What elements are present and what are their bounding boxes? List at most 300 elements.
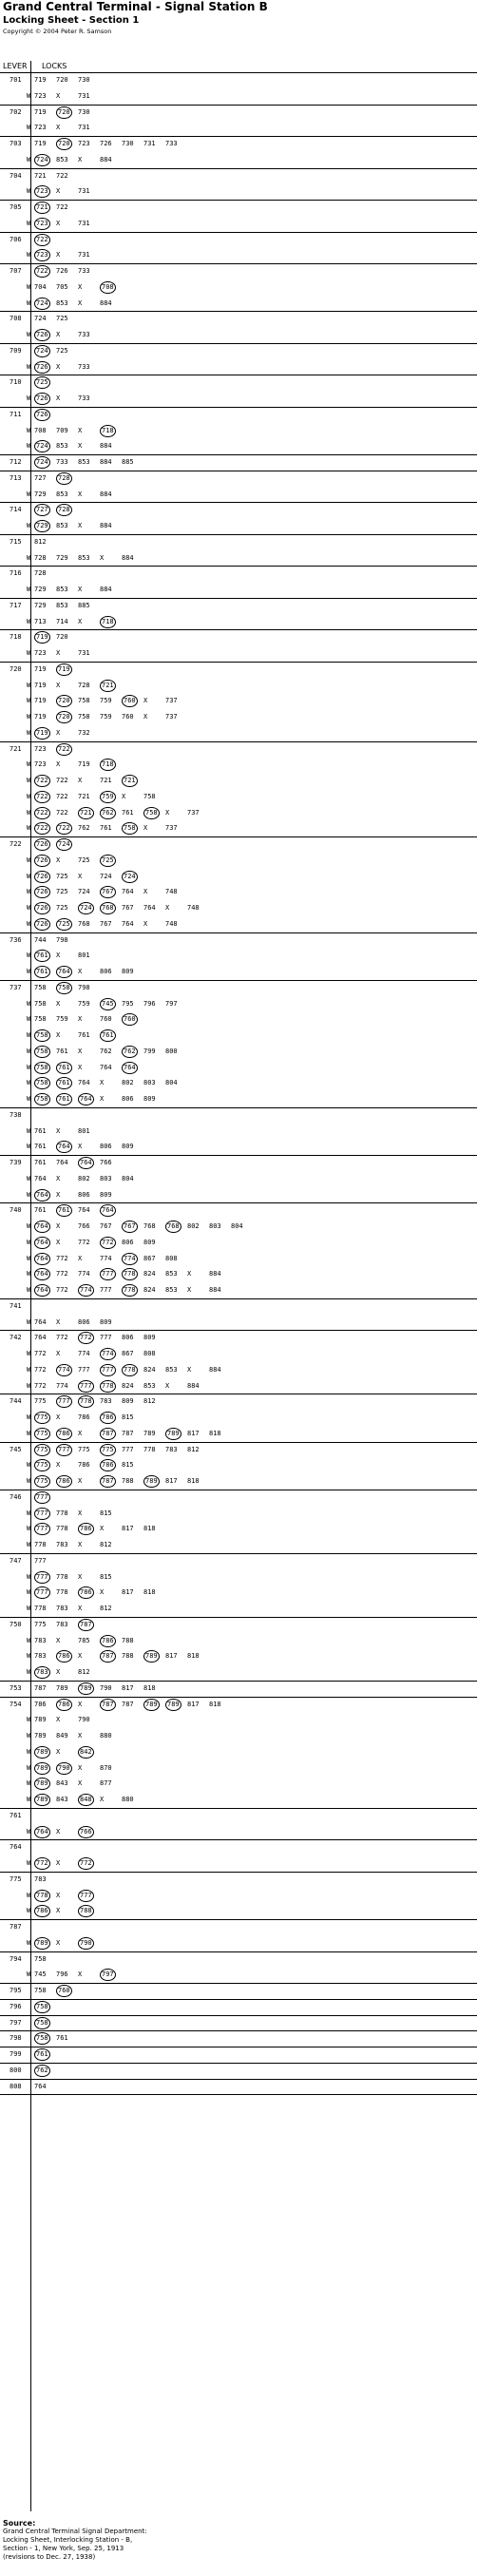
circled-lock: 708 — [100, 281, 116, 294]
circled-lock: 724 — [34, 345, 50, 357]
lever-number: 722 — [10, 840, 22, 848]
circled-lock: 775 — [100, 1444, 116, 1456]
circled-lock: 786 — [100, 1412, 116, 1424]
lock-number: 723 — [34, 760, 47, 769]
w-marker: W — [27, 1541, 31, 1548]
circled-lock: 726 — [34, 361, 50, 374]
lock-separator: X — [100, 1588, 105, 1597]
circled-lock: 764 — [34, 1189, 50, 1201]
lock-number: 767 — [100, 1222, 112, 1230]
circled-lock: 786 — [56, 1428, 72, 1440]
lock-number: 778 — [143, 1445, 156, 1453]
circled-lock: 762 — [122, 1046, 138, 1058]
lock-separator: X — [56, 1716, 61, 1724]
table-row — [0, 233, 477, 249]
lock-number: 778 — [56, 1588, 68, 1597]
w-marker: W — [27, 219, 31, 227]
lock-separator: X — [78, 1509, 83, 1517]
circled-lock: 762 — [34, 2065, 50, 2077]
lock-number: 789 — [56, 1683, 68, 1692]
table-row — [0, 965, 477, 981]
lever-number: 742 — [10, 1334, 22, 1342]
circled-lock: 725 — [100, 855, 116, 867]
circled-lock: 723 — [34, 249, 50, 261]
table-row — [0, 1682, 477, 1698]
circled-lock: 758 — [34, 1093, 50, 1105]
w-marker: W — [27, 1095, 31, 1103]
lock-number: 806 — [100, 968, 112, 975]
lock-number: 758 — [34, 983, 47, 991]
circled-lock: 787 — [100, 1699, 116, 1711]
lock-number: 884 — [209, 1365, 221, 1374]
lock-number: 775 — [34, 1397, 47, 1406]
table-row — [0, 646, 477, 663]
table-row — [0, 328, 477, 344]
circled-lock: 721 — [122, 775, 138, 787]
lock-number: 774 — [100, 1254, 112, 1262]
lock-separator: X — [56, 1636, 61, 1644]
lock-number: 806 — [122, 1238, 134, 1246]
lever-number: 707 — [10, 267, 22, 275]
table-row — [0, 1856, 477, 1873]
table-row — [0, 981, 477, 997]
lever-number: 703 — [10, 140, 22, 147]
lock-separator: X — [56, 331, 61, 338]
lock-number: 867 — [143, 1254, 156, 1262]
w-marker: W — [27, 1970, 31, 1979]
lock-separator: X — [165, 904, 170, 912]
circled-lock: 768 — [100, 902, 116, 914]
circled-lock: 789 — [78, 1682, 94, 1695]
w-marker: W — [27, 1381, 31, 1390]
circled-lock: 789 — [165, 1428, 181, 1440]
lock-number: 786 — [78, 1461, 90, 1470]
lock-separator: X — [100, 1095, 105, 1103]
lock-separator: X — [187, 1270, 192, 1278]
lock-number: 806 — [78, 1190, 90, 1199]
circled-lock: 789 — [34, 1778, 50, 1790]
lock-number: 724 — [78, 888, 90, 896]
lock-number: 812 — [143, 1397, 156, 1406]
table-row — [0, 821, 477, 837]
circled-lock: 758 — [34, 1046, 50, 1058]
lock-number: 853 — [165, 1270, 178, 1278]
lock-number: 884 — [100, 442, 112, 451]
table-row — [0, 758, 477, 774]
lock-number: 795 — [122, 999, 134, 1008]
lock-number: 748 — [165, 888, 178, 896]
lock-number: 729 — [34, 490, 47, 498]
lock-number: 815 — [100, 1572, 112, 1581]
circled-lock: 777 — [100, 1268, 116, 1280]
lock-number: 824 — [143, 1286, 156, 1294]
table-row — [0, 1920, 477, 1936]
table-row — [0, 615, 477, 631]
lock-number: 849 — [56, 1732, 68, 1740]
lock-number: 809 — [143, 1334, 156, 1342]
w-marker: W — [27, 1461, 31, 1470]
circled-lock: 848 — [78, 1794, 94, 1806]
lock-number: 709 — [56, 426, 68, 434]
lock-separator: X — [143, 919, 148, 928]
table-row — [0, 1363, 477, 1379]
circled-lock: 786 — [100, 1635, 116, 1647]
circled-lock: 764 — [56, 966, 72, 978]
w-marker: W — [27, 1429, 31, 1437]
w-marker: W — [27, 1126, 31, 1135]
table-row — [0, 1283, 477, 1299]
lock-number: 802 — [78, 1174, 90, 1182]
table-row — [0, 1252, 477, 1268]
lock-number: 877 — [100, 1779, 112, 1788]
lock-number: 817 — [122, 1588, 134, 1597]
circled-lock: 772 — [100, 1237, 116, 1249]
lever-number: 775 — [10, 1874, 22, 1883]
table-row — [0, 583, 477, 599]
w-marker: W — [27, 1938, 31, 1947]
lock-separator: X — [143, 824, 148, 833]
lock-number: 853 — [165, 1286, 178, 1294]
lock-number: 731 — [78, 124, 90, 132]
circled-lock: 774 — [78, 1284, 94, 1297]
lock-number: 764 — [78, 1206, 90, 1215]
lock-number: 818 — [143, 1683, 156, 1692]
circled-lock: 786 — [100, 1459, 116, 1471]
lever-number: 705 — [10, 203, 22, 211]
lock-separator: X — [56, 1891, 61, 1899]
lever-number: 764 — [10, 1843, 22, 1852]
table-row — [0, 1316, 477, 1332]
lock-number: 808 — [143, 1350, 156, 1357]
circled-lock: 722 — [56, 822, 72, 835]
lock-number: 720 — [56, 633, 68, 642]
lock-number: 721 — [34, 171, 47, 180]
table-row — [0, 1076, 477, 1092]
table-row — [0, 1825, 477, 1841]
page-title: Grand Central Terminal - Signal Station B — [3, 0, 268, 13]
lock-number: 853 — [56, 586, 68, 593]
lock-number: 790 — [100, 1683, 112, 1692]
lock-separator: X — [56, 1413, 61, 1421]
circled-lock: 725 — [56, 918, 72, 931]
circled-lock: 727 — [34, 504, 50, 516]
lever-number: 701 — [10, 76, 22, 84]
table-row — [0, 1618, 477, 1634]
circled-lock: 766 — [78, 1826, 94, 1838]
lock-number: 761 — [100, 824, 112, 833]
lock-number: 721 — [100, 777, 112, 784]
lock-number: 788 — [122, 1636, 134, 1644]
table-row — [0, 1061, 477, 1077]
circled-lock: 768 — [165, 1221, 181, 1233]
circled-lock: 777 — [34, 1491, 50, 1504]
w-marker: W — [27, 1763, 31, 1772]
lock-number: 809 — [122, 1397, 134, 1406]
lock-number: 728 — [34, 569, 47, 578]
lock-number: 808 — [165, 1254, 178, 1262]
lock-number: 884 — [209, 1270, 221, 1278]
lock-number: 705 — [56, 282, 68, 291]
lock-number: 884 — [100, 155, 112, 163]
lever-number: 712 — [10, 458, 22, 466]
lock-separator: X — [56, 1668, 61, 1676]
lock-number: 884 — [122, 553, 134, 562]
circled-lock: 725 — [34, 376, 50, 389]
lock-number: 789 — [143, 1429, 156, 1437]
lock-number: 817 — [187, 1700, 200, 1708]
table-row — [0, 2047, 477, 2064]
lock-number: 745 — [34, 1970, 47, 1979]
circled-lock: 722 — [56, 743, 72, 756]
table-row — [0, 949, 477, 965]
circled-lock: 786 — [56, 1699, 72, 1711]
lever-number: 747 — [10, 1556, 22, 1565]
circled-lock: 797 — [100, 1969, 116, 1981]
circled-lock: 788 — [78, 1905, 94, 1917]
lock-number: 788 — [122, 1477, 134, 1485]
circled-lock: 759 — [100, 791, 116, 803]
table-row — [0, 1028, 477, 1045]
lock-number: 767 — [100, 919, 112, 928]
lock-number: 885 — [122, 458, 134, 466]
lock-number: 768 — [143, 1222, 156, 1230]
lock-number: 843 — [56, 1796, 68, 1803]
w-marker: W — [27, 968, 31, 975]
page-header — [3, 0, 474, 36]
w-marker: W — [27, 713, 31, 721]
lock-separator: X — [78, 872, 83, 880]
circled-lock: 726 — [34, 855, 50, 867]
lock-separator: X — [78, 1143, 83, 1151]
table-row — [0, 1045, 477, 1061]
lock-number: 774 — [78, 1350, 90, 1357]
circled-lock: 721 — [100, 680, 116, 692]
lock-separator: X — [78, 282, 83, 291]
lock-separator: X — [100, 553, 105, 562]
lock-number: 853 — [143, 1381, 156, 1390]
circled-lock: 719 — [34, 727, 50, 740]
lock-number: 713 — [34, 617, 47, 625]
lock-number: 802 — [122, 1079, 134, 1087]
table-row — [0, 153, 477, 169]
lock-number: 728 — [78, 681, 90, 689]
lock-number: 818 — [209, 1429, 221, 1437]
lock-number: 733 — [78, 362, 90, 371]
circled-lock: 726 — [34, 902, 50, 914]
lock-number: 867 — [122, 1350, 134, 1357]
circled-lock: 726 — [34, 409, 50, 421]
w-marker: W — [27, 728, 31, 737]
circled-lock: 722 — [34, 265, 50, 278]
w-marker: W — [27, 919, 31, 928]
circled-lock: 718 — [100, 759, 116, 771]
lock-number: 764 — [34, 1334, 47, 1342]
table-row — [0, 1665, 477, 1682]
lock-separator: X — [165, 808, 170, 817]
circled-lock: 787 — [100, 1428, 116, 1440]
lock-number: 729 — [34, 586, 47, 593]
table-row — [0, 1203, 477, 1220]
lock-number: 719 — [34, 697, 47, 705]
lock-number: 796 — [143, 999, 156, 1008]
lock-number: 815 — [122, 1413, 134, 1421]
lock-number: 778 — [56, 1572, 68, 1581]
table-row — [0, 184, 477, 201]
lock-number: 733 — [56, 458, 68, 466]
table-row — [0, 1649, 477, 1665]
w-marker: W — [27, 1636, 31, 1644]
lock-number: 725 — [56, 315, 68, 323]
lock-number: 764 — [34, 2082, 47, 2090]
circled-lock: 778 — [122, 1284, 138, 1297]
table-row — [0, 264, 477, 280]
circled-lock: 761 — [34, 966, 50, 978]
lever-number: 713 — [10, 473, 22, 482]
lock-separator: X — [56, 1461, 61, 1470]
circled-lock: 758 — [56, 982, 72, 994]
lock-number: 724 — [34, 315, 47, 323]
lock-number: 796 — [56, 1970, 68, 1979]
circled-lock: 764 — [78, 1093, 94, 1105]
lock-number: 775 — [78, 1445, 90, 1453]
w-marker: W — [27, 649, 31, 657]
lock-separator: X — [56, 999, 61, 1008]
table-row — [0, 1904, 477, 1920]
lock-separator: X — [56, 952, 61, 960]
lock-number: 801 — [78, 1126, 90, 1135]
circled-lock: 778 — [34, 1890, 50, 1902]
table-row — [0, 1427, 477, 1443]
lock-number: 778 — [56, 1525, 68, 1533]
lever-number: 799 — [10, 2050, 22, 2058]
lock-number: 719 — [34, 107, 47, 116]
table-row — [0, 1522, 477, 1538]
lock-number: 730 — [78, 107, 90, 116]
lock-separator: X — [56, 1174, 61, 1182]
lock-separator: X — [56, 362, 61, 371]
circled-lock: 726 — [34, 886, 50, 898]
circled-lock: 842 — [78, 1746, 94, 1759]
w-marker: W — [27, 1174, 31, 1182]
source-heading: Source: — [3, 2519, 36, 2528]
circled-lock: 786 — [78, 1523, 94, 1535]
w-marker: W — [27, 760, 31, 769]
lock-number: 809 — [100, 1317, 112, 1326]
lock-number: 783 — [100, 1397, 112, 1406]
table-row — [0, 1443, 477, 1459]
circled-lock: 775 — [34, 1412, 50, 1424]
circled-lock: 777 — [34, 1508, 50, 1520]
circled-lock: 764 — [34, 1826, 50, 1838]
table-row — [0, 1267, 477, 1283]
lock-number: 764 — [78, 1079, 90, 1087]
circled-lock: 764 — [34, 1221, 50, 1233]
circled-lock: 760 — [122, 1013, 138, 1026]
lock-number: 737 — [187, 808, 200, 817]
lock-number: 764 — [34, 1174, 47, 1182]
circled-lock: 764 — [122, 1062, 138, 1074]
circled-lock: 777 — [34, 1523, 50, 1535]
lock-separator: X — [56, 1827, 61, 1836]
lock-number: 870 — [100, 1763, 112, 1772]
lock-number: 803 — [100, 1174, 112, 1182]
w-marker: W — [27, 824, 31, 833]
circled-lock: 745 — [100, 998, 116, 1010]
lock-number: 803 — [209, 1222, 221, 1230]
lock-number: 783 — [34, 1874, 47, 1883]
lock-number: 853 — [56, 155, 68, 163]
w-marker: W — [27, 855, 31, 864]
table-row — [0, 679, 477, 695]
lock-number: 804 — [165, 1079, 178, 1087]
lock-number: 719 — [34, 681, 47, 689]
table-row — [0, 1570, 477, 1586]
lever-number: 715 — [10, 537, 22, 546]
circled-lock: 719 — [56, 663, 72, 676]
w-marker: W — [27, 1317, 31, 1326]
circled-lock: 758 — [34, 1062, 50, 1074]
lock-number: 778 — [34, 1541, 47, 1548]
w-marker: W — [27, 1079, 31, 1087]
lock-separator: X — [56, 760, 61, 769]
lock-number: 778 — [56, 1509, 68, 1517]
circled-lock: 720 — [56, 695, 72, 707]
lock-number: 880 — [122, 1796, 134, 1803]
lever-number: 714 — [10, 506, 22, 514]
lock-separator: X — [100, 1796, 105, 1803]
lever-number: 739 — [10, 1159, 22, 1166]
table-row — [0, 917, 477, 933]
lock-number: 761 — [34, 1159, 47, 1166]
table-row — [0, 1538, 477, 1554]
table-row — [0, 455, 477, 471]
circled-lock: 758 — [143, 807, 160, 819]
lock-number: 764 — [34, 1317, 47, 1326]
lock-separator: X — [78, 298, 83, 307]
lock-number: 884 — [100, 298, 112, 307]
w-marker: W — [27, 1732, 31, 1740]
lock-number: 853 — [56, 442, 68, 451]
lock-separator: X — [56, 394, 61, 402]
lever-number: 741 — [10, 1301, 22, 1310]
lock-number: 786 — [34, 1700, 47, 1708]
lock-separator: X — [78, 1063, 83, 1071]
circled-lock: 721 — [78, 807, 94, 819]
lock-number: 764 — [122, 888, 134, 896]
lock-separator: X — [78, 1970, 83, 1979]
lock-number: 759 — [100, 697, 112, 705]
lock-number: 719 — [34, 76, 47, 84]
table-row — [0, 1936, 477, 1952]
lock-number: 764 — [100, 1063, 112, 1071]
w-marker: W — [27, 553, 31, 562]
lock-number: 809 — [122, 1143, 134, 1151]
lock-separator: X — [56, 1859, 61, 1867]
lock-number: 812 — [187, 1445, 200, 1453]
table-row — [0, 551, 477, 567]
circled-lock: 726 — [34, 838, 50, 851]
circled-lock: 758 — [34, 2032, 50, 2045]
lock-number: 719 — [34, 664, 47, 673]
table-row — [0, 663, 477, 679]
table-row — [0, 1394, 477, 1411]
table-row — [0, 1634, 477, 1650]
lock-number: 789 — [34, 1732, 47, 1740]
lever-number: 711 — [10, 410, 22, 418]
table-row — [0, 1347, 477, 1363]
w-marker: W — [27, 91, 31, 100]
circled-lock: 777 — [100, 1364, 116, 1376]
